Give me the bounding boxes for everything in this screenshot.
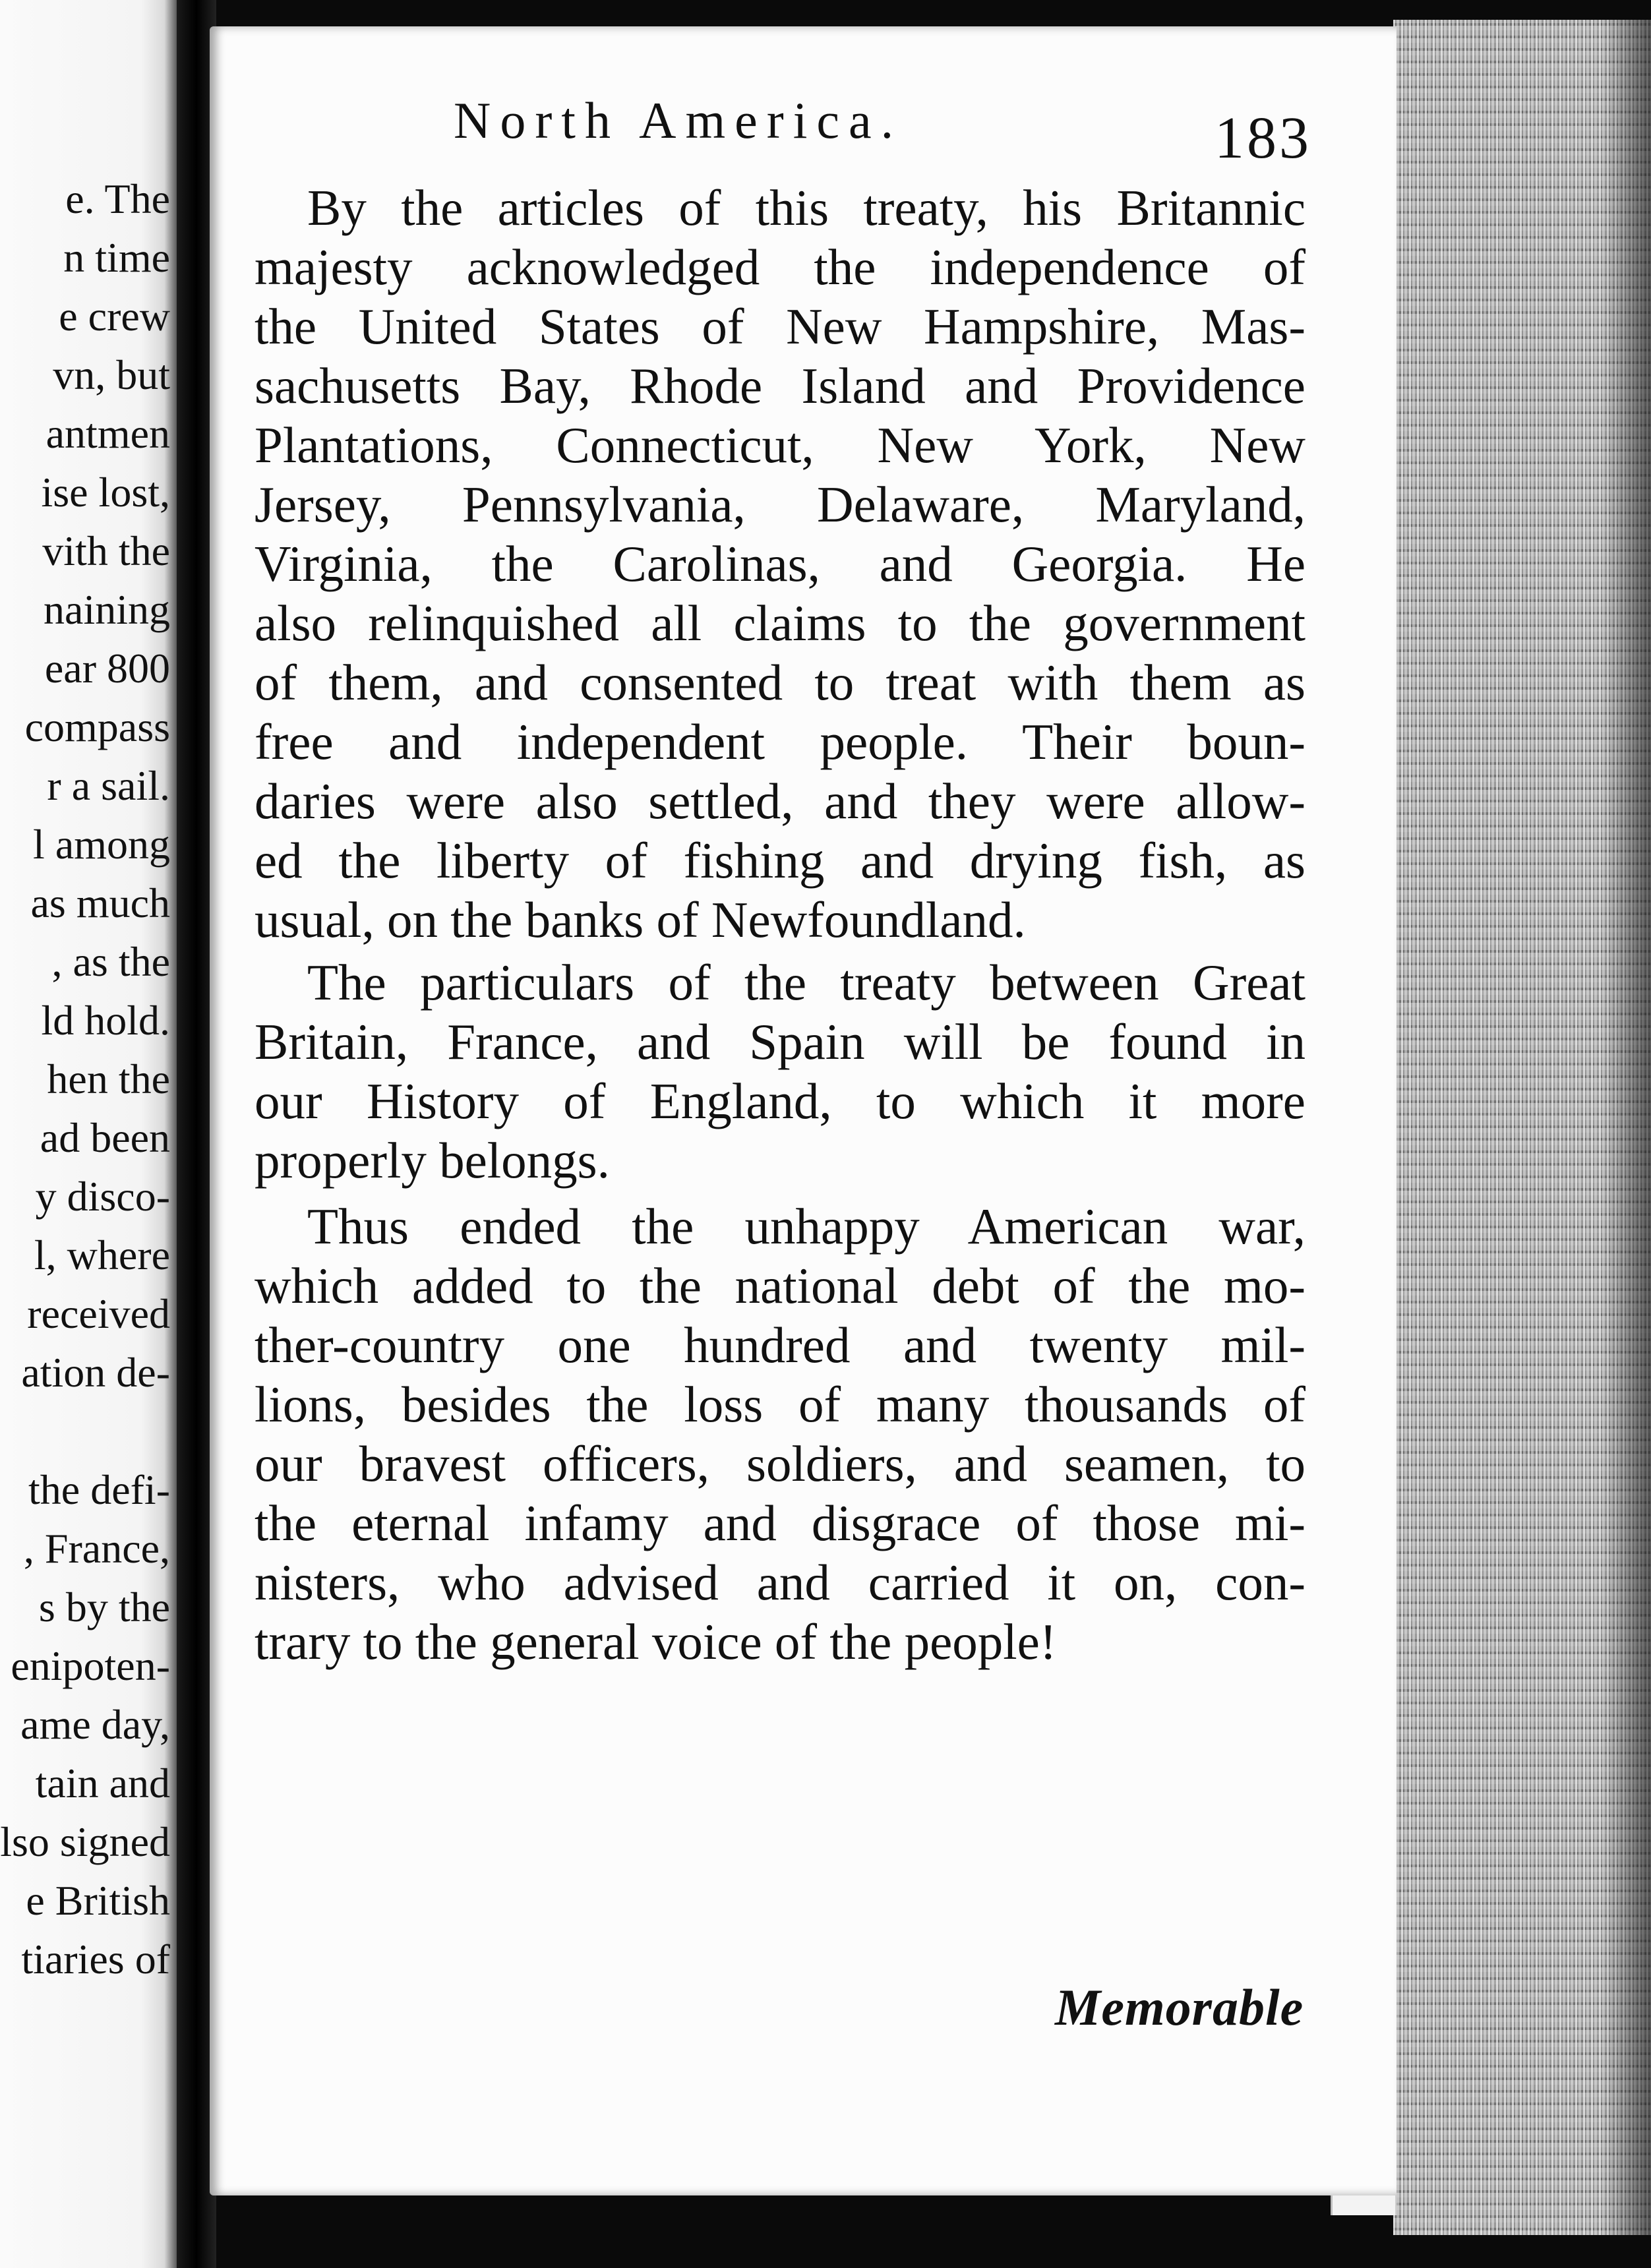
text-line: Thus ended the unhappy American war, xyxy=(307,1198,1306,1255)
text-line: ed the liberty of fishing and drying fish, as xyxy=(255,832,1306,889)
left-page-line: n time xyxy=(63,234,170,281)
catchword: Memorable xyxy=(1055,1979,1304,2036)
text-line: also relinquished all claims to the government xyxy=(255,595,1306,651)
text-line: sachusetts Bay, Rhode Island and Providence xyxy=(255,357,1306,414)
left-page-line: ation de- xyxy=(21,1349,170,1396)
left-page-line: tiaries of xyxy=(21,1936,170,1983)
text-line: trary to the general voice of the people! xyxy=(255,1613,1057,1670)
text-line: nisters, who advised and carried it on, con- xyxy=(255,1554,1306,1611)
page-number: 183 xyxy=(1215,105,1311,171)
left-page-line: ear 800 xyxy=(44,645,170,692)
text-line: our bravest officers, soldiers, and seamen, to xyxy=(255,1435,1306,1492)
left-page-line: hen the xyxy=(47,1056,170,1102)
text-line: our History of England, to which it more xyxy=(255,1073,1306,1129)
left-page-line: y disco- xyxy=(35,1173,170,1220)
text-line: of them, and consented to treat with them as xyxy=(255,654,1306,711)
left-page-line: tain and xyxy=(35,1760,170,1806)
left-page-line: ame day, xyxy=(20,1701,170,1748)
left-page-line: e crew xyxy=(59,293,170,340)
left-page-line: l, where xyxy=(34,1232,170,1278)
left-page-line: compass xyxy=(24,703,170,750)
left-page-fragment xyxy=(0,0,177,2268)
text-line: the eternal infamy and disgrace of those mi- xyxy=(255,1495,1306,1551)
left-page-line: received xyxy=(27,1290,170,1337)
text-line: Virginia, the Carolinas, and Georgia. He xyxy=(255,535,1306,592)
left-page-line: ise lost, xyxy=(41,469,170,516)
left-page-line: lso signed xyxy=(0,1818,170,1865)
left-page-line: vith the xyxy=(42,527,170,574)
left-page-line: antmen xyxy=(45,410,170,457)
page-block-shadow xyxy=(1602,20,1651,2235)
text-line: Britain, France, and Spain will be found in xyxy=(255,1013,1306,1070)
left-page-line: e. The xyxy=(65,175,170,222)
left-page-line: the defi- xyxy=(28,1466,170,1513)
text-line: majesty acknowledged the independence of xyxy=(255,239,1306,295)
text-line: which added to the national debt of the mo- xyxy=(255,1257,1306,1314)
left-page-line: naining xyxy=(44,586,170,633)
left-page-line: ld hold. xyxy=(41,997,170,1044)
left-page-line: ad been xyxy=(40,1114,170,1161)
left-page-line: vn, but xyxy=(53,351,170,398)
text-line: ther-country one hundred and twenty mil- xyxy=(255,1317,1306,1373)
left-page-line: r a sail. xyxy=(47,762,170,809)
text-line: Jersey, Pennsylvania, Delaware, Maryland, xyxy=(255,476,1306,533)
text-line: lions, besides the loss of many thousands of xyxy=(255,1376,1306,1433)
text-line: properly belongs. xyxy=(255,1132,610,1189)
text-line: free and independent people. Their boun- xyxy=(255,713,1306,770)
left-page-line: e British xyxy=(26,1877,170,1924)
running-title: North America. xyxy=(454,92,903,149)
left-page-line: , France, xyxy=(23,1525,170,1572)
text-line: By the articles of this treaty, his Britannic xyxy=(307,179,1306,236)
left-page-line: s by the xyxy=(38,1584,170,1630)
text-line: usual, on the banks of Newfoundland. xyxy=(255,891,1026,948)
text-line: The particulars of the treaty between Great xyxy=(307,954,1306,1011)
left-page-line: l among xyxy=(33,821,170,868)
text-line: Plantations, Connecticut, New York, New xyxy=(255,417,1306,473)
left-page-line: , as the xyxy=(51,938,170,985)
left-page-line: as much xyxy=(30,880,170,926)
left-page-line: enipoten- xyxy=(11,1642,170,1689)
text-line: daries were also settled, and they were allow- xyxy=(255,773,1306,829)
text-line: the United States of New Hampshire, Mas- xyxy=(255,298,1306,355)
